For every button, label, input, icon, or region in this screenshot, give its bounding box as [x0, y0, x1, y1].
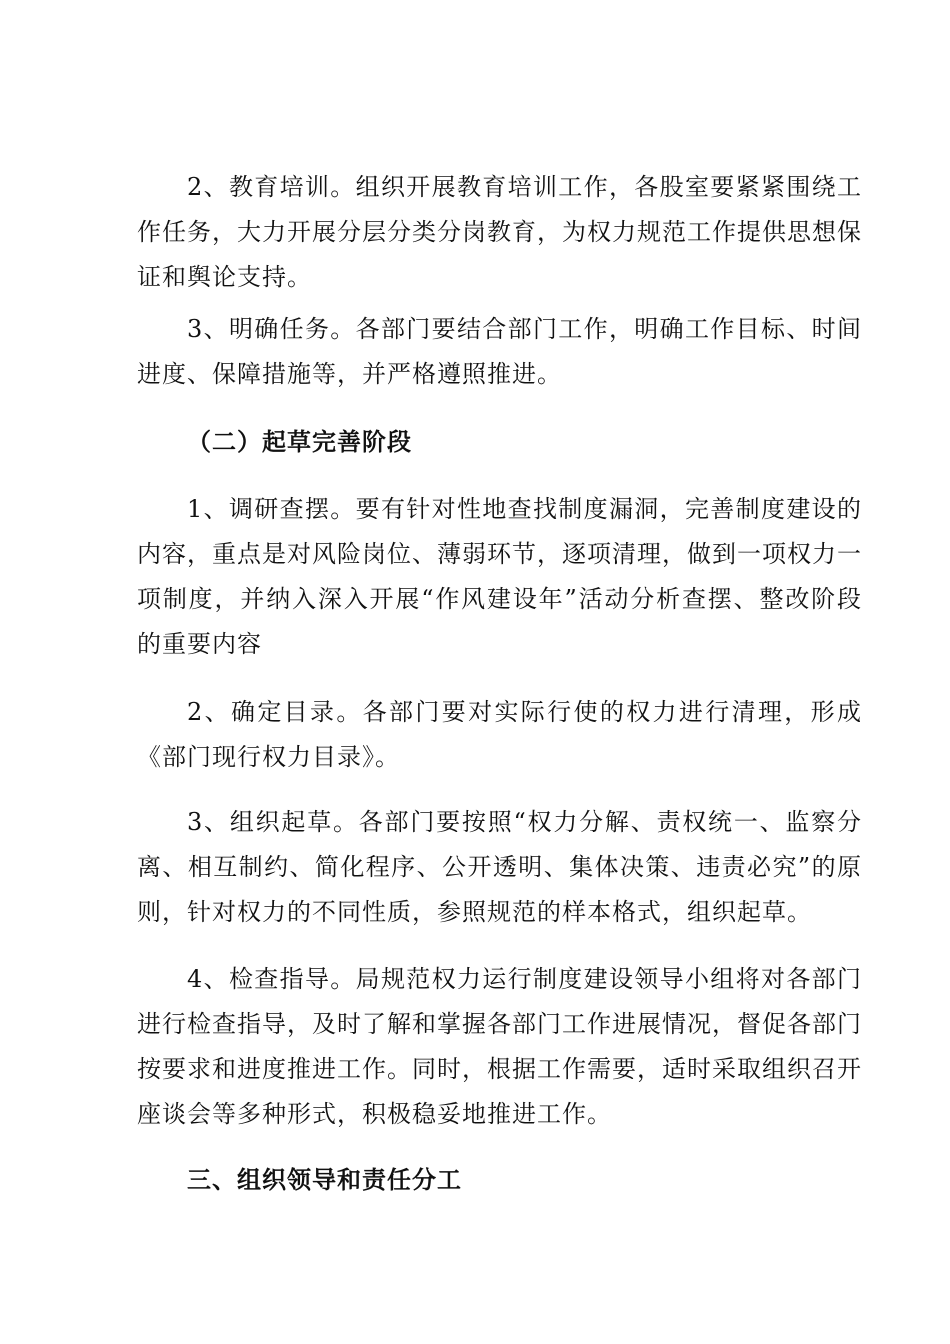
paragraph-clarify-tasks: 3、明确任务。各部门要结合部门工作，明确工作目标、时间进度、保障措施等，并严格遵照推进。	[137, 315, 862, 388]
paragraph-inspection-guidance: 4、检查指导。局规范权力运行制度建设领导小组将对各部门进行检查指导，及时了解和掌握各部门工作进展情况，督促各部门按要求和进度推进工作。同时，根据工作需要，适时采取组织召开座谈会等多种形式，积极稳妥地推进工作。	[137, 965, 862, 1128]
paragraph-organize-drafting: 3、组织起草。各部门要按照“权力分解、责权统一、监察分离、相互制约、简化程序、公开透明、集体决策、违责必究”的原则，针对权力的不同性质，参照规范的样本格式，组织起草。	[137, 808, 862, 926]
section-heading-organization-leadership: 三、组织领导和责任分工	[187, 1165, 462, 1194]
paragraph-determine-catalog: 2、确定目录。各部门要对实际行使的权力进行清理，形成《部门现行权力目录》。	[137, 698, 862, 771]
paragraph-education-training: 2、教育培训。组织开展教育培训工作，各股室要紧紧围绕工作任务，大力开展分层分类分岗教育，为权力规范工作提供思想保证和舆论支持。	[137, 173, 862, 291]
paragraph-research-review: 1、调研查摆。要有针对性地查找制度漏洞，完善制度建设的内容，重点是对风险岗位、薄弱环节，逐项清理，做到一项权力一项制度，并纳入深入开展“作风建设年”活动分析查摆、整改阶段的重要内容	[137, 495, 862, 658]
section-heading-drafting-stage: （二）起草完善阶段	[187, 428, 412, 456]
